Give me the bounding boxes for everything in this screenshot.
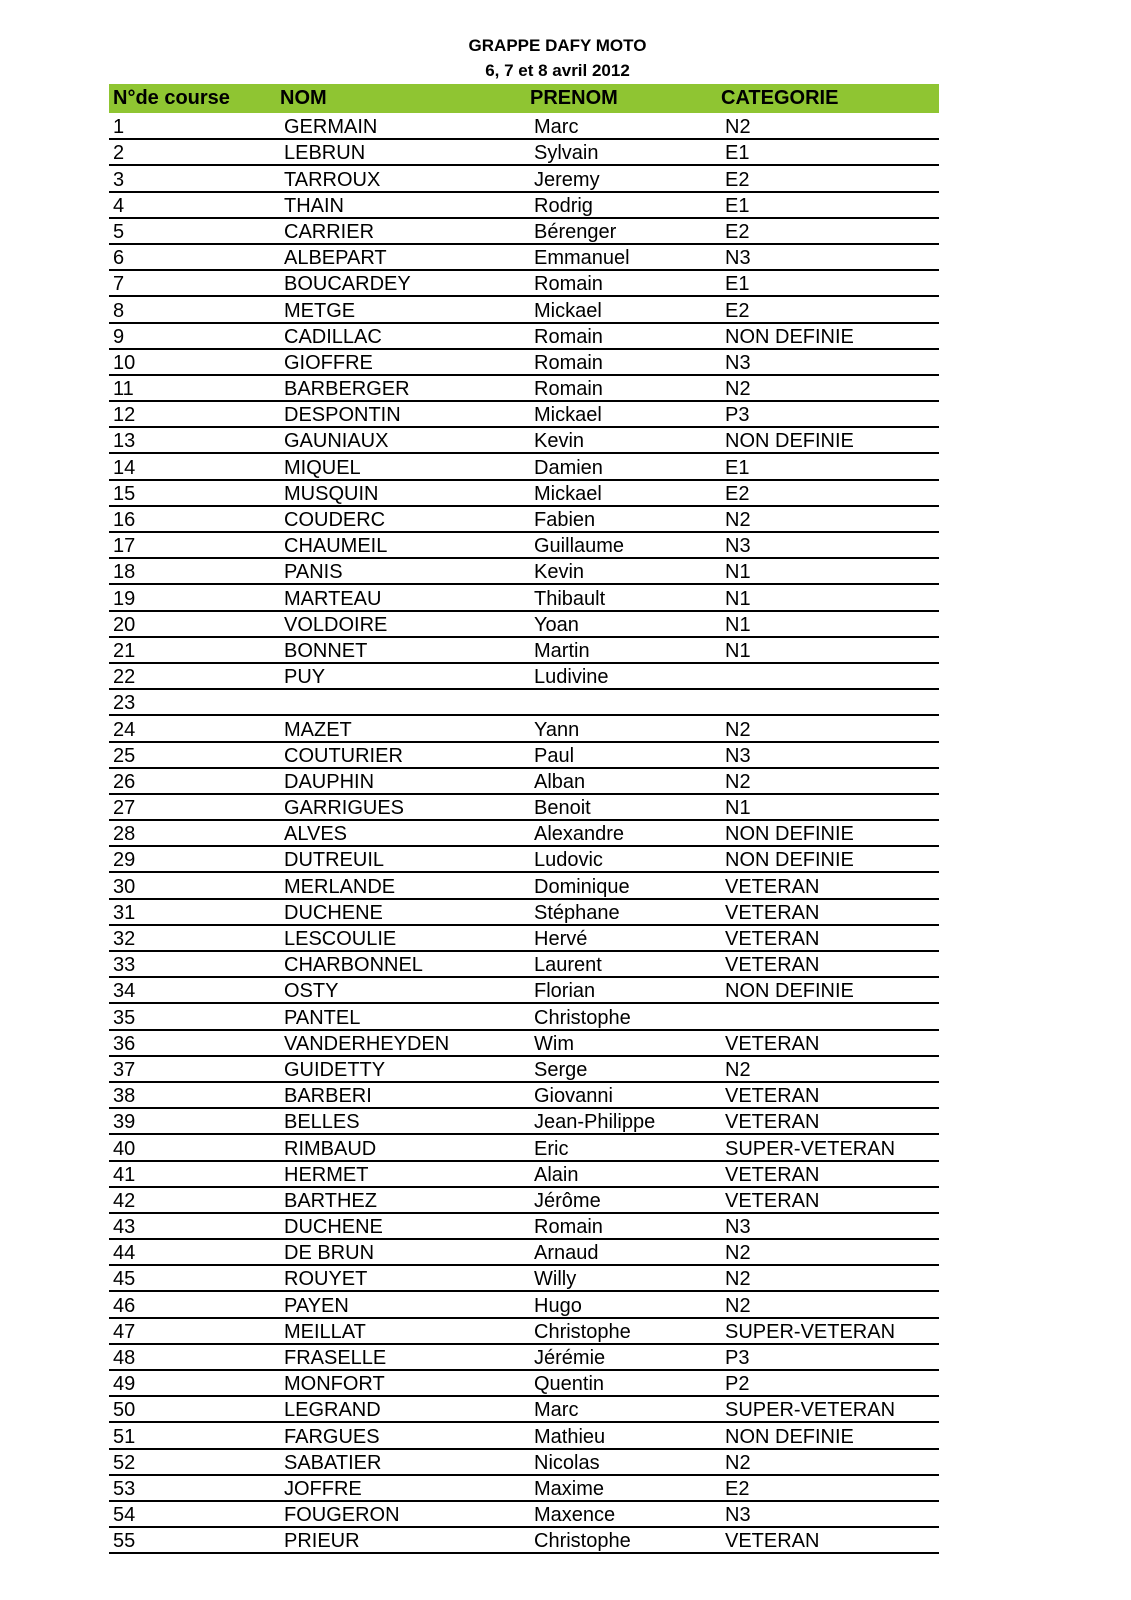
race-number-cell: 1 (113, 116, 125, 139)
table-row (109, 532, 939, 558)
category-cell: SUPER-VETERAN (725, 1399, 896, 1422)
category-cell: E1 (725, 142, 750, 165)
category-cell: N2 (725, 116, 751, 139)
first-name-cell: Maxence (534, 1504, 616, 1527)
category-cell: N2 (725, 770, 751, 793)
first-name-cell: Guillaume (534, 535, 625, 558)
race-number-cell: 2 (113, 142, 125, 165)
table-row (109, 1475, 939, 1501)
last-name-cell: LESCOULIE (284, 928, 397, 950)
race-number-cell: 12 (113, 404, 136, 427)
last-name-cell: MONFORT (284, 1373, 385, 1396)
race-number-cell: 54 (113, 1504, 136, 1527)
table-row (109, 1318, 939, 1344)
first-name-cell: Eric (534, 1137, 569, 1160)
race-number-cell: 48 (113, 1347, 136, 1369)
table-row (109, 401, 939, 427)
first-name-cell: Yoan (534, 613, 579, 636)
last-name-cell: METGE (284, 299, 356, 322)
race-number-cell: 26 (113, 770, 136, 793)
category-cell: NON DEFINIE (725, 980, 854, 1003)
race-number-cell: 33 (113, 954, 136, 977)
category-cell (721, 1003, 939, 1029)
first-name-cell: Martin (534, 639, 590, 662)
table-row (109, 1449, 939, 1475)
race-number-cell: 35 (113, 1006, 136, 1029)
first-name-cell: Alain (534, 1163, 579, 1186)
last-name-cell: BARTHEZ (284, 1189, 377, 1212)
last-name-cell: CADILLAC (284, 325, 382, 348)
table-row (109, 244, 939, 270)
first-name-cell: Ludivine (534, 666, 609, 689)
category-cell (721, 663, 939, 689)
race-number-cell: 17 (113, 535, 136, 558)
race-number-cell: 53 (113, 1477, 136, 1500)
last-name-cell: BOUCARDEY (284, 273, 411, 296)
category-cell: E1 (725, 273, 750, 296)
last-name-cell: PANTEL (284, 1006, 361, 1029)
table-row (109, 742, 939, 768)
first-name-cell: Arnaud (534, 1242, 599, 1265)
table-row (109, 506, 939, 532)
category-cell (721, 689, 939, 715)
race-number-cell: 24 (113, 718, 136, 741)
first-name-cell: Alexandre (534, 823, 625, 846)
last-name-cell: DUCHENE (284, 901, 383, 924)
table-row (109, 375, 939, 401)
race-number-cell: 39 (113, 1111, 136, 1134)
first-name-cell: Emmanuel (534, 247, 630, 270)
table-row (109, 165, 939, 191)
first-name-cell: Romain (534, 378, 603, 401)
race-number-cell: 36 (113, 1032, 136, 1055)
race-number-cell: 6 (113, 247, 125, 270)
race-number-cell: 13 (113, 430, 136, 453)
first-name-cell: Willy (534, 1268, 577, 1291)
race-number-cell: 25 (113, 744, 136, 767)
category-cell: N3 (725, 1216, 751, 1239)
last-name-cell: RIMBAUD (284, 1137, 377, 1160)
category-cell: N2 (725, 1451, 751, 1474)
first-name-cell: Sylvain (534, 142, 599, 165)
entry-list-table (109, 84, 939, 1554)
document-title: GRAPPE DAFY MOTO (468, 36, 647, 55)
last-name-cell: DUTREUIL (284, 849, 385, 872)
last-name-cell: CHARBONNEL (284, 954, 423, 977)
race-number-cell: 50 (113, 1399, 136, 1422)
last-name-cell: GARRIGUES (284, 797, 405, 820)
first-name-cell: Christophe (534, 1006, 631, 1029)
last-name-cell: PANIS (284, 561, 343, 584)
first-name-cell (530, 689, 721, 715)
race-number-cell: 42 (113, 1189, 136, 1212)
first-name-cell: Alban (534, 770, 586, 793)
table-row (109, 768, 939, 794)
first-name-cell: Wim (534, 1032, 574, 1055)
first-name-cell: Quentin (534, 1373, 605, 1396)
category-cell: N1 (725, 639, 751, 662)
first-name-cell: Yann (534, 718, 580, 741)
category-cell: N2 (725, 1058, 751, 1081)
category-cell: VETERAN (725, 1032, 820, 1055)
category-cell: E1 (725, 456, 750, 479)
last-name-cell: COUDERC (284, 509, 386, 531)
table-row (109, 1422, 939, 1448)
column-header-category: CATEGORIE (721, 87, 839, 109)
last-name-cell: VANDERHEYDEN (284, 1032, 450, 1055)
last-name-cell: MAZET (284, 718, 352, 741)
table-row (109, 1265, 939, 1291)
category-cell: N3 (725, 744, 751, 767)
table-row (109, 192, 939, 218)
table-row (109, 323, 939, 349)
race-number-cell: 37 (113, 1058, 136, 1081)
table-row (109, 427, 939, 453)
column-header-first-name: PRENOM (530, 87, 618, 109)
last-name-cell: BARBERI (284, 1085, 372, 1108)
race-number-cell: 47 (113, 1320, 136, 1343)
last-name-cell: CARRIER (284, 220, 375, 243)
first-name-cell: Hervé (534, 928, 588, 950)
first-name-cell: Christophe (534, 1320, 631, 1343)
table-row (109, 1134, 939, 1160)
table-row (109, 584, 939, 610)
table-row (109, 453, 939, 479)
last-name-cell: BARBERGER (284, 378, 410, 401)
first-name-cell: Stéphane (534, 901, 620, 924)
table-row (109, 1501, 939, 1527)
table-row (109, 1187, 939, 1213)
table-row (109, 1056, 939, 1082)
event-date: 6, 7 et 8 avril 2012 (485, 61, 630, 80)
last-name-cell: CHAUMEIL (284, 535, 388, 558)
first-name-cell: Laurent (534, 954, 602, 977)
table-row (109, 1108, 939, 1134)
last-name-cell: MIQUEL (284, 456, 361, 479)
table-row (109, 1161, 939, 1187)
last-name-cell: THAIN (284, 194, 344, 217)
last-name-cell: JOFFRE (284, 1477, 362, 1500)
last-name-cell: ROUYET (284, 1268, 368, 1291)
first-name-cell: Bérenger (534, 220, 617, 243)
table-row (109, 689, 939, 715)
race-number-cell: 5 (113, 220, 125, 243)
table-row (109, 1082, 939, 1108)
first-name-cell: Benoit (534, 797, 591, 820)
last-name-cell: GIOFFRE (284, 351, 373, 374)
first-name-cell: Romain (534, 351, 603, 374)
first-name-cell: Giovanni (534, 1085, 613, 1108)
table-row (109, 663, 939, 689)
first-name-cell: Marc (534, 116, 579, 139)
last-name-cell: DAUPHIN (284, 770, 375, 793)
race-number-cell: 15 (113, 482, 136, 505)
race-number-cell: 51 (113, 1425, 136, 1448)
first-name-cell: Jérôme (534, 1189, 601, 1212)
race-number-cell: 55 (113, 1530, 136, 1553)
first-name-cell: Serge (534, 1058, 588, 1081)
first-name-cell: Florian (534, 980, 596, 1003)
race-number-cell: 40 (113, 1137, 136, 1160)
category-cell: E2 (725, 482, 750, 505)
table-row (109, 794, 939, 820)
last-name-cell: FOUGERON (284, 1504, 400, 1527)
category-cell: VETERAN (725, 1111, 820, 1134)
category-cell: E2 (725, 299, 750, 322)
first-name-cell: Rodrig (534, 194, 593, 217)
last-name-cell: MUSQUIN (284, 482, 379, 505)
last-name-cell: MEILLAT (284, 1320, 366, 1343)
table-row (109, 611, 939, 637)
category-cell: P3 (725, 1347, 750, 1369)
last-name-cell: GAUNIAUX (284, 430, 389, 453)
race-number-cell: 16 (113, 509, 136, 531)
last-name-cell: LEGRAND (284, 1399, 381, 1422)
table-row (109, 218, 939, 244)
race-number-cell: 23 (113, 692, 136, 715)
category-cell: N3 (725, 535, 751, 558)
last-name-cell: VOLDOIRE (284, 613, 388, 636)
race-number-cell: 41 (113, 1163, 136, 1186)
race-number-cell: 19 (113, 587, 136, 610)
first-name-cell: Marc (534, 1399, 579, 1422)
table-row (109, 1239, 939, 1265)
first-name-cell: Romain (534, 273, 603, 296)
last-name-cell: GERMAIN (284, 116, 378, 139)
table-row (109, 349, 939, 375)
category-cell: NON DEFINIE (725, 849, 854, 872)
first-name-cell: Paul (534, 744, 575, 767)
race-number-cell: 30 (113, 875, 136, 898)
category-cell: VETERAN (725, 1189, 820, 1212)
category-cell: NON DEFINIE (725, 1425, 854, 1448)
category-cell: N3 (725, 247, 751, 270)
race-number-cell: 46 (113, 1294, 136, 1317)
category-cell: N2 (725, 1268, 751, 1291)
race-number-cell: 20 (113, 613, 136, 636)
last-name-cell: FARGUES (284, 1425, 380, 1448)
category-cell: P3 (725, 404, 750, 427)
race-number-cell: 7 (113, 273, 125, 296)
category-cell: VETERAN (725, 1085, 820, 1108)
first-name-cell: Fabien (534, 509, 596, 531)
table-row (109, 872, 939, 898)
race-number-cell: 14 (113, 456, 136, 479)
last-name-cell: COUTURIER (284, 744, 403, 767)
category-cell: VETERAN (725, 875, 820, 898)
last-name-cell: PRIEUR (284, 1530, 360, 1553)
race-number-cell: 34 (113, 980, 136, 1003)
column-header-race-number: N°de course (113, 87, 230, 109)
table-row (109, 899, 939, 925)
last-name-cell: GUIDETTY (284, 1058, 386, 1081)
race-number-cell: 49 (113, 1373, 136, 1396)
race-number-cell: 29 (113, 849, 136, 872)
category-cell: N2 (725, 1242, 751, 1265)
table-row (109, 296, 939, 322)
table-row (109, 1213, 939, 1239)
race-number-cell: 27 (113, 797, 136, 820)
category-cell: N3 (725, 1504, 751, 1527)
last-name-cell: LEBRUN (284, 142, 366, 165)
category-cell: N2 (725, 378, 751, 401)
first-name-cell: Kevin (534, 430, 585, 453)
category-cell: N1 (725, 613, 751, 636)
last-name-cell: ALVES (284, 823, 347, 846)
last-name-cell: DE BRUN (284, 1242, 375, 1265)
category-cell: E2 (725, 168, 750, 191)
last-name-cell: BELLES (284, 1111, 360, 1134)
column-header-last-name: NOM (280, 87, 327, 109)
race-number-cell: 18 (113, 561, 136, 584)
last-name-cell: OSTY (284, 980, 339, 1003)
last-name-cell: BONNET (284, 639, 368, 662)
race-number-cell: 4 (113, 194, 125, 217)
first-name-cell: Kevin (534, 561, 585, 584)
race-number-cell: 21 (113, 639, 136, 662)
last-name-cell: HERMET (284, 1163, 369, 1186)
race-number-cell: 32 (113, 928, 136, 950)
category-cell: N2 (725, 718, 751, 741)
table-row (109, 951, 939, 977)
first-name-cell: Nicolas (534, 1451, 600, 1474)
category-cell: N1 (725, 561, 751, 584)
last-name-cell: SABATIER (284, 1451, 382, 1474)
first-name-cell: Jean-Philippe (534, 1111, 656, 1134)
race-number-cell: 10 (113, 351, 136, 374)
race-number-cell: 9 (113, 325, 125, 348)
category-cell: VETERAN (725, 954, 820, 977)
category-cell: N2 (725, 1294, 751, 1317)
race-number-cell: 38 (113, 1085, 136, 1108)
category-cell: N2 (725, 509, 751, 531)
first-name-cell: Mickael (534, 299, 602, 322)
first-name-cell: Romain (534, 1216, 603, 1239)
table-header-row (109, 84, 939, 113)
table-row (109, 1291, 939, 1317)
table-row (109, 1030, 939, 1056)
last-name-cell: MERLANDE (284, 875, 396, 898)
category-cell: P2 (725, 1373, 750, 1396)
first-name-cell: Jeremy (534, 168, 600, 191)
first-name-cell: Damien (534, 456, 603, 479)
table-row (109, 715, 939, 741)
first-name-cell: Ludovic (534, 849, 603, 872)
table-row (109, 1003, 939, 1029)
race-number-cell: 8 (113, 299, 125, 322)
last-name-cell: PAYEN (284, 1294, 349, 1317)
last-name-cell: FRASELLE (284, 1347, 387, 1369)
table-row (109, 846, 939, 872)
last-name-cell: DESPONTIN (284, 404, 401, 427)
category-cell: VETERAN (725, 928, 820, 950)
race-number-cell: 31 (113, 901, 136, 924)
first-name-cell: Thibault (534, 587, 606, 610)
race-number-cell: 28 (113, 823, 136, 846)
table-row (109, 113, 939, 139)
table-row (109, 139, 939, 165)
last-name-cell: DUCHENE (284, 1216, 383, 1239)
race-number-cell: 22 (113, 666, 136, 689)
table-row (109, 1370, 939, 1396)
category-cell: NON DEFINIE (725, 823, 854, 846)
category-cell: VETERAN (725, 901, 820, 924)
first-name-cell: Jérémie (534, 1347, 606, 1369)
category-cell: VETERAN (725, 1530, 820, 1553)
first-name-cell: Dominique (534, 875, 630, 898)
category-cell: SUPER-VETERAN (725, 1137, 896, 1160)
last-name-cell: PUY (284, 666, 326, 689)
table-row (109, 1527, 939, 1553)
first-name-cell: Mickael (534, 482, 602, 505)
race-number-cell: 52 (113, 1451, 136, 1474)
category-cell: SUPER-VETERAN (725, 1320, 896, 1343)
first-name-cell: Romain (534, 325, 603, 348)
table-row (109, 480, 939, 506)
table-row (109, 977, 939, 1003)
table-row (109, 558, 939, 584)
table-row (109, 1396, 939, 1422)
table-row (109, 1344, 939, 1370)
table-row (109, 637, 939, 663)
race-number-cell: 45 (113, 1268, 136, 1291)
category-cell: NON DEFINIE (725, 430, 854, 453)
first-name-cell: Mathieu (534, 1425, 606, 1448)
category-cell: N3 (725, 351, 751, 374)
category-cell: NON DEFINIE (725, 325, 854, 348)
table-row (109, 820, 939, 846)
category-cell: VETERAN (725, 1163, 820, 1186)
first-name-cell: Mickael (534, 404, 602, 427)
first-name-cell: Maxime (534, 1477, 605, 1500)
category-cell: E1 (725, 194, 750, 217)
last-name-cell: MARTEAU (284, 587, 382, 610)
first-name-cell: Hugo (534, 1294, 582, 1317)
table-row (109, 270, 939, 296)
race-number-cell: 43 (113, 1216, 136, 1239)
category-cell: N1 (725, 587, 751, 610)
category-cell: E2 (725, 1477, 750, 1500)
race-number-cell: 3 (113, 168, 125, 191)
category-cell: E2 (725, 220, 750, 243)
race-number-cell: 44 (113, 1242, 136, 1265)
race-number-cell: 11 (113, 378, 134, 401)
table-row (109, 925, 939, 951)
last-name-cell: ALBEPART (284, 247, 387, 270)
last-name-cell (280, 689, 530, 715)
category-cell: N1 (725, 797, 751, 820)
last-name-cell: TARROUX (284, 168, 381, 191)
first-name-cell: Christophe (534, 1530, 631, 1553)
